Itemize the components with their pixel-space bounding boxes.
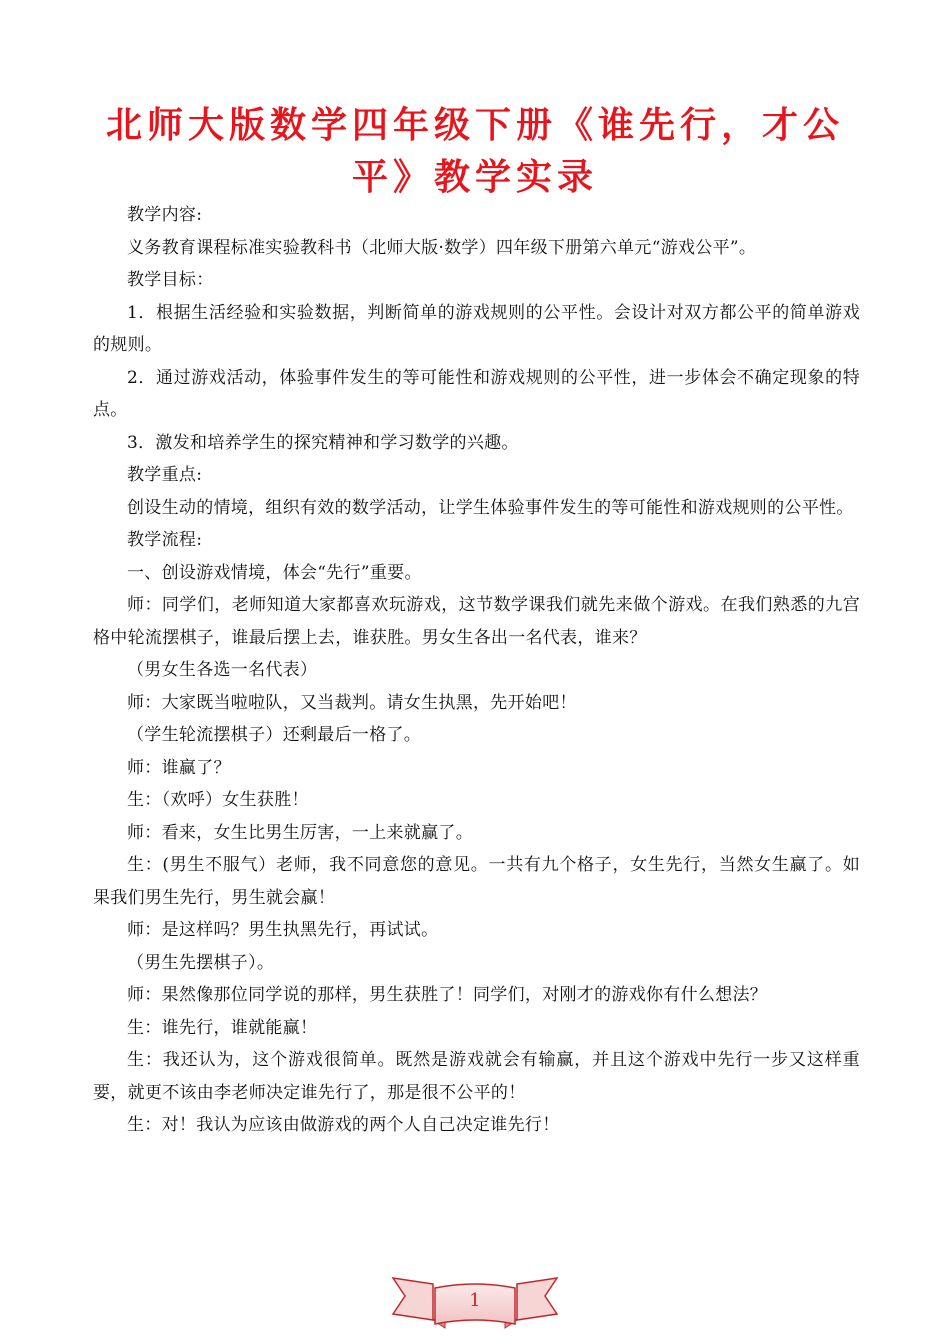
paragraph: 师：果然像那位同学说的那样，男生获胜了！同学们，对刚才的游戏你有什么想法？	[127, 985, 768, 1005]
paragraph: 生：谁先行，谁就能赢！	[127, 1017, 318, 1038]
paragraph: 1．根据生活经验和实验数据，判断简单的游戏规则的公平性。会设计对双方都公平的简单游戏的规则。	[93, 302, 860, 355]
paragraph: 义务教育课程标准实验教科书（北师大版·数学）四年级下册第六单元“游戏公平”。	[127, 237, 757, 258]
paragraph: 教学目标：	[127, 270, 214, 290]
document-title: 北师大版数学四年级下册《谁先行，才公平》教学实录	[105, 105, 844, 198]
document-body	[93, 199, 860, 1142]
page-number-badge	[375, 1270, 575, 1336]
paragraph: 师：同学们，老师知道大家都喜欢玩游戏，这节数学课我们就先来做个游戏。在我们熟悉的九宫格中轮流摆棋子，谁最后摆上去，谁获胜。男女生各出一名代表，谁来？	[93, 595, 860, 648]
paragraph: 一、创设游戏情境，体会“先行”重要。	[127, 562, 422, 583]
paragraph: 师：看来，女生比男生厉害，一上来就赢了。	[127, 822, 473, 843]
paragraph: （学生轮流摆棋子）还剩最后一格了。	[127, 725, 422, 745]
paragraph: 2．通过游戏活动，体验事件发生的等可能性和游戏规则的公平性，进一步体会不确定现象的特点。	[93, 367, 860, 420]
paragraph: 教学内容:	[127, 205, 203, 225]
paragraph: 师：是这样吗？男生执黑先行，再试试。	[127, 920, 439, 940]
paragraph: （男生先摆棋子）。	[127, 952, 275, 973]
paragraph: 师：谁赢了？	[127, 757, 231, 778]
paragraph: 生：我还认为，这个游戏很简单。既然是游戏就会有输赢，并且这个游戏中先行一步又这样重要，就更不该由李老师决定谁先行了，那是很不公平的！	[93, 1050, 860, 1103]
paragraph: 教学重点:	[127, 465, 203, 485]
page-number: 1	[469, 1290, 481, 1311]
paragraph: 教学流程:	[127, 530, 203, 550]
paragraph: （男女生各选一名代表）	[127, 660, 318, 680]
paragraph: 3．激发和培养学生的探究精神和学习数学的兴趣。	[127, 432, 519, 453]
paragraph: 创设生动的情境，组织有效的数学活动，让学生体验事件发生的等可能性和游戏规则的公平性。	[127, 497, 854, 518]
paragraph: 师：大家既当啦啦队，又当裁判。请女生执黑，先开始吧！	[127, 692, 577, 713]
paragraph: 生：(男生不服气）老师，我不同意您的意见。一共有九个格子，女生先行，当然女生赢了。如果我们男生先行，男生就会赢！	[93, 855, 860, 908]
paragraph: 生：（欢呼）女生获胜！	[127, 790, 309, 810]
paragraph: 生：对！我认为应该由做游戏的两个人自己决定谁先行！	[127, 1115, 560, 1135]
